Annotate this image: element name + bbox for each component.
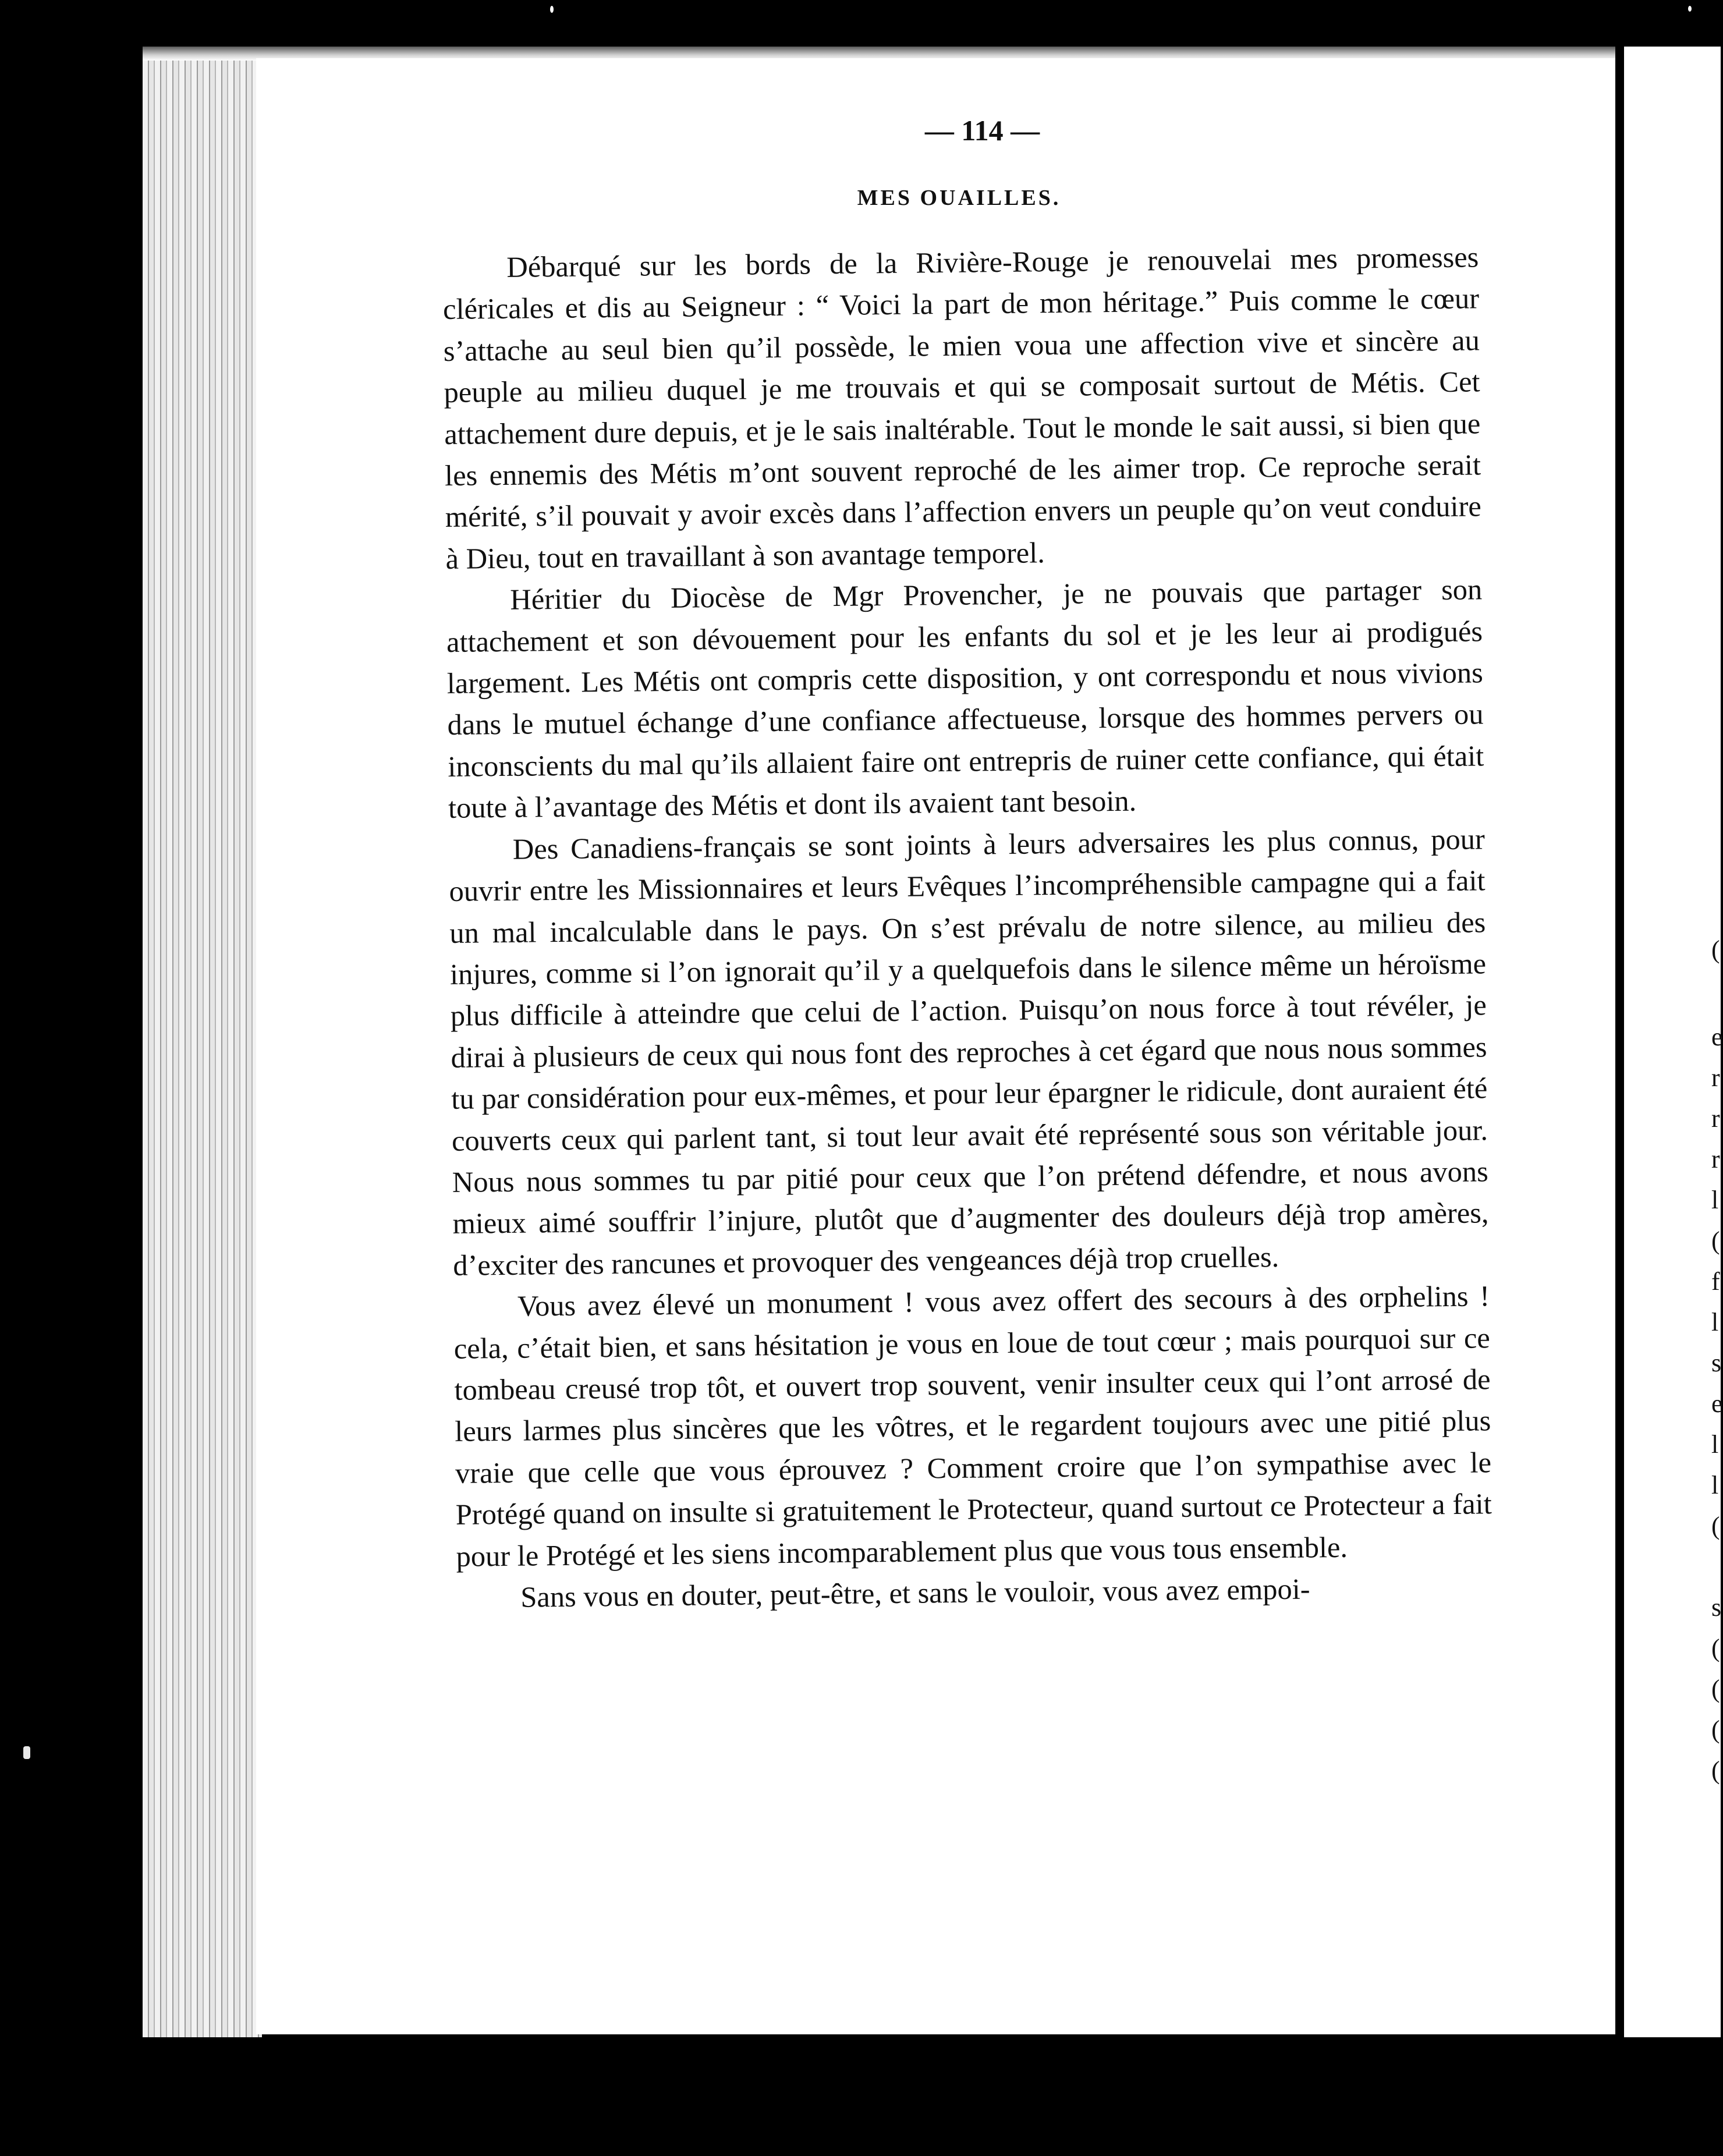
scan-speck [1688, 6, 1692, 12]
facing-page-fragment: ( [1711, 1675, 1720, 1703]
facing-page-fragment: ( [1711, 1756, 1720, 1785]
page-body [442, 236, 1493, 1619]
facing-page-fragment: r [1711, 1063, 1720, 1092]
facing-page-fragment: e [1711, 1023, 1723, 1051]
paragraph: Vous avez élevé un monument ! vous avez offert des secours à des orphelins ! cela, c’était bien, et sans hésitation je vous en loue de tout cœur ; mais pourquoi sur ce tombeau creusé trop tôt, et ouvert trop souvent, venir insulter ceux qui l’ont arrosé de leurs larmes plus sincères que les vôtres, et le regardent toujours avec une pitié plus vraie que celle que vous éprouvez ? Comment croire que l’on sympathise avec le Protégé quand on insulte si gratuitement le Protecteur, quand surtout ce Protecteur a fait pour le Protégé et les siens incomparablement plus que vous tous ensemble. [453, 1279, 1492, 1573]
paragraph: Des Canadiens-français se sont joints à leurs adversaires les plus connus, pour ouvrir entre les Missionnaires et leurs Evêques l’incompréhensible campagne qui a fait un mal incalculable dans le pays. On s’est prévalu de notre silence, au milieu des injures, comme si l’on ignorait qu’il y a quelquefois dans le silence même un héroïsme plus difficile à atteindre que celui de l’action. Puisqu’on nous force à tout révéler, je dirai à plusieurs de ceux qui nous font des reproches à cet égard que nous nous sommes tu par considération pour eux-mêmes, et pour leur épargner le ridicule, dont auraient été couverts ceux qui parlent tant, si tout leur avait été représenté sous son véritable jour. Nous nous sommes tu par pitié pour ceux que l’on prétend défendre, et nous avons mieux aimé souffrir l’injure, plutôt que d’augmenter des douleurs déjà trop amères, d’exciter des rancunes et provoquer des vengeances déjà trop cruelles. [449, 822, 1489, 1282]
facing-page-fragment: f [1711, 1267, 1720, 1296]
page-number: — 114 — [924, 114, 1040, 147]
facing-page-fragment: l [1711, 1430, 1719, 1459]
paragraph: Héritier du Diocèse de Mgr Provencher, je ne pouvais que partager son attachement et son dévouement pour les enfants du sol et je les leur ai prodigués largement. Les Métis ont compris cette disposition, y ont correspondu et nous vivions dans le mutuel échange d’une confiance affectueuse, lorsque des hommes pervers ou inconscients du mal qu’ils allaient faire ont entrepris de ruiner cette confiance, qui était toute à l’avantage des Métis et dont ils avaient tant besoin. [446, 573, 1484, 825]
paragraph: Sans vous en douter, peut-être, et sans le vouloir, vous avez empoi- [520, 1572, 1310, 1614]
facing-page-fragment: ( [1711, 1634, 1720, 1662]
facing-page-fragment: ( [1711, 1226, 1720, 1255]
facing-page-edge [1624, 47, 1721, 2037]
facing-page-fragment: s [1711, 1593, 1722, 1622]
paragraph: Débarqué sur les bords de la Rivière-Rouge je renouvelai mes promesses cléricales et dis au Seigneur : “ Voici la part de mon héritage.” Puis comme le cœur s’attache au seul bien qu’il possède, le mien voua une affection vive et sincère au peuple au milieu duquel je me trouvais et qui se composait surtout de Métis. Cet attachement dure depuis, et je le sais inaltérable. Tout le monde le sait aussi, si bien que les ennemis des Métis m’ont souvent reproché de les aimer trop. Ce reproche serait mérité, s’il pouvait y avoir excès dans l’affection envers un peuple qu’on veut conduire à Dieu, tout en travaillant à son avantage temporel. [442, 240, 1482, 575]
facing-page-fragment: r [1711, 1104, 1720, 1133]
scan-speck [550, 6, 554, 13]
facing-page-fragment: l [1711, 1186, 1719, 1214]
book-page [256, 58, 1615, 2034]
facing-page-fragment: e [1711, 1389, 1723, 1418]
facing-page-fragment: s [1711, 1349, 1722, 1377]
scan-artifact [23, 1746, 30, 1759]
facing-page-fragment: l [1711, 1471, 1719, 1499]
facing-page-fragment: ( [1711, 1512, 1720, 1540]
facing-page-fragment: ( [1711, 935, 1720, 964]
facing-page-fragment: r [1711, 1145, 1720, 1173]
section-title: MES OUAILLES. [857, 186, 1061, 210]
facing-page-fragment: ( [1711, 1715, 1720, 1744]
page-edges [143, 47, 262, 2037]
facing-page-fragment: l [1711, 1308, 1719, 1336]
